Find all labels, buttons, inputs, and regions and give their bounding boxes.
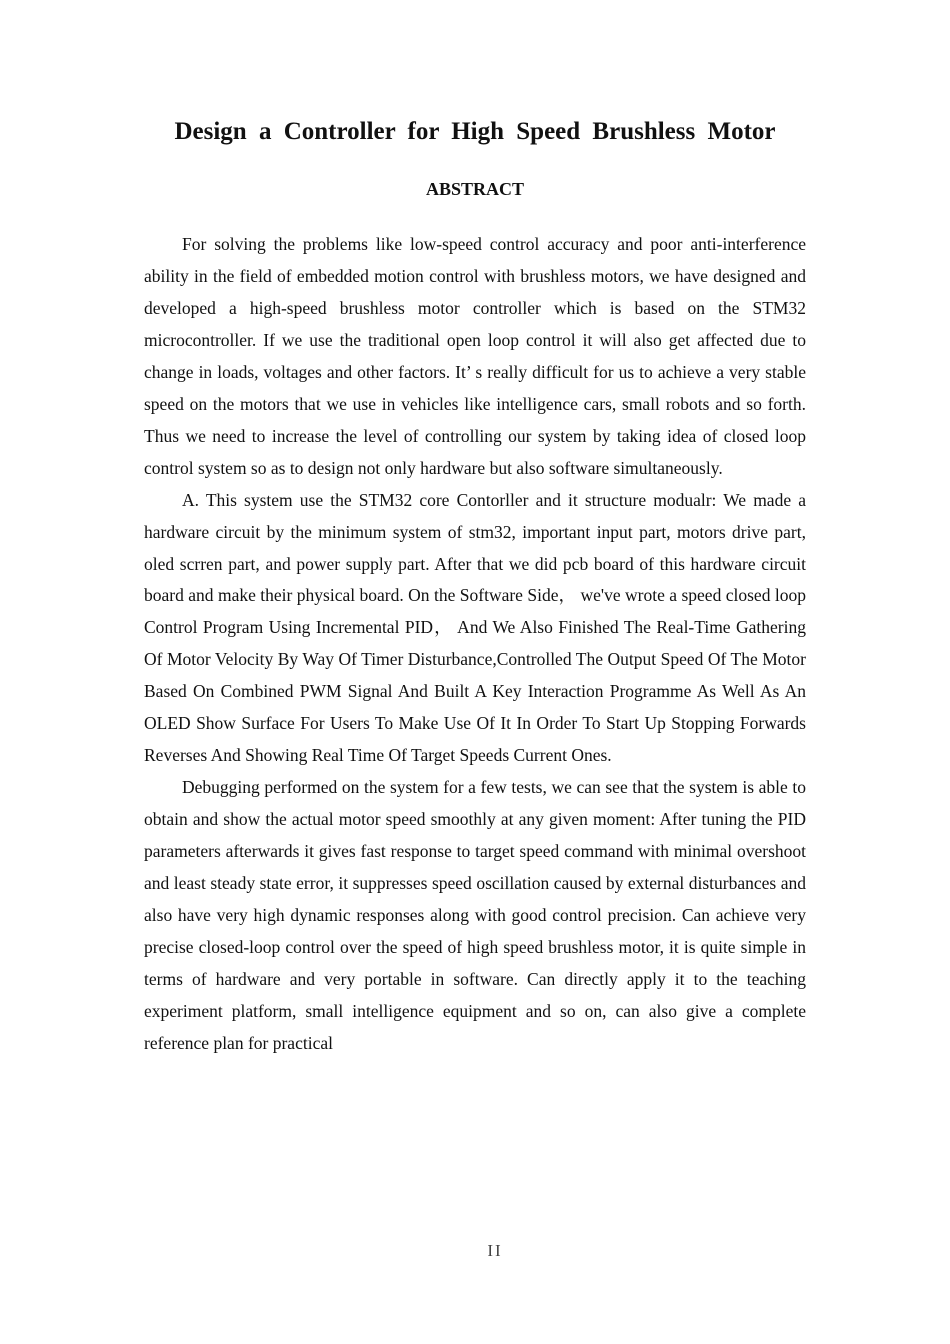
abstract-heading: ABSTRACT	[425, 179, 525, 199]
page-number: II	[487, 1241, 503, 1260]
abstract-paragraph-3: Debugging performed on the system for a few tests, we can see that the system is able to obtain and show the actual motor speed smoothly at any given moment: After tuning the PID parameters afterwards it gives fast response to target speed command with minimal overshoot and least steady state error, it suppresses speed oscillation caused by external disturbances and also have very high dynamic responses along with good control precision. Can achieve very precise closed-loop control over the speed of high speed brushless motor, it is quite simple in terms of hardware and very portable in software. Can directly apply it to the teaching experiment platform, small intelligence equipment and so on, can also give a complete reference plan for practical	[144, 777, 806, 1053]
abstract-paragraph-1: For solving the problems like low-speed control accuracy and poor anti-interference ability in the field of embedded motion control with brushless motors, we have designed and developed a high-speed brushless motor controller which is based on the STM32 microcontroller. If we use the traditional open loop control it will also get affected due to change in loads, voltages and other factors. It’ s really difficult for us to achieve a very stable speed on the motors that we use in vehicles like intelligence cars, small robots and so forth. Thus we need to increase the level of controlling our system by taking idea of closed loop control system so as to design not only hardware but also software simultaneously.	[144, 234, 806, 478]
document-title: Design a Controller for High Speed Brushless Motor	[174, 118, 776, 145]
abstract-body	[144, 229, 806, 1060]
abstract-paragraph-2: A. This system use the STM32 core Contorller and it structure modualr: We made a hardware circuit by the minimum system of stm32, important input part, motors drive part, oled scrren part, and power supply part. After that we did pcb board of this hardware circuit board and make their physical board. On the Software Side， we've wrote a speed closed loop Control Program Using Incremental PID， And We Also Finished The Real-Time Gathering Of Motor Velocity By Way Of Timer Disturbance,Controlled The Output Speed Of The Motor Based On Combined PWM Signal And Built A Key Interaction Programme As Well As An OLED Show Surface For Users To Make Use Of It In Order To Start Up Stopping Forwards Reverses And Showing Real Time Of Target Speeds Current Ones.	[144, 489, 806, 766]
